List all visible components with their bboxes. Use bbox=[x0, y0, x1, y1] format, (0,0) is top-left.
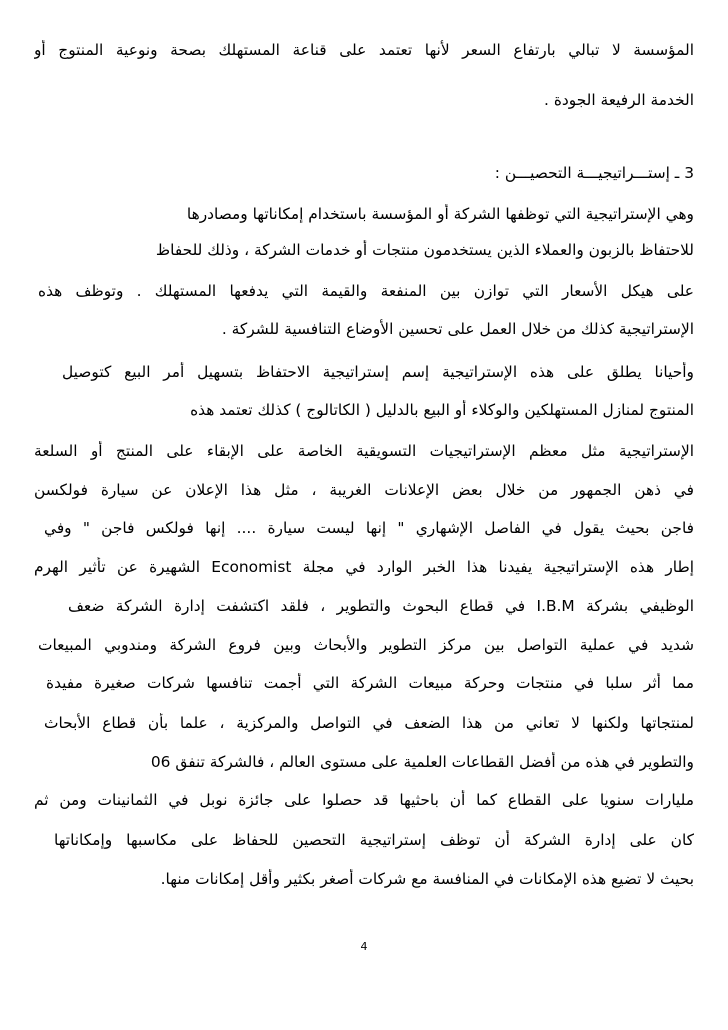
body-line-2: للاحتفاظ بالزبون والعملاء الذين يستخدمون منتجات أو خدمات الشركة ، وذلك للحفاظ bbox=[155, 241, 694, 259]
body-line-8: في ذهن الجمهور من خلال بعض الإعلانات الغريبة ، مثل هذا الإعلان عن سيارة فولكسن bbox=[34, 481, 694, 499]
body-line-7: الإستراتيجية مثل معظم الإستراتيجيات التسويقية الخاصة على الإبقاء على المنتج أو السلعة bbox=[34, 442, 694, 460]
body-line-1: وهي الإستراتيجية التي توظفها الشركة أو المؤسسة باستخدام إمكاناتها ومصادرها bbox=[186, 205, 694, 223]
body-line-13: مما أثر سلبا في منتجات وحركة مبيعات الشركة التي أجمت تنافسها شركات صغيرة مفيدة bbox=[46, 674, 694, 692]
body-line-5: وأحيانا يطلق على هذه الإستراتيجية إسم إستراتيجية الاحتفاظ بتسهيل أمر البيع كتوصيل bbox=[62, 363, 694, 381]
body-line-3: على هيكل الأسعار التي توازن بين المنفعة والقيمة التي يدفعها المستهلك . وتوظف هذه bbox=[38, 282, 694, 300]
body-line-4: الإستراتيجية كذلك من خلال العمل على تحسين الأوضاع التنافسية للشركة . bbox=[221, 320, 694, 338]
body-line-16: مليارات سنويا على القطاع كما أن باحثيها قد حصلوا على جائزة نوبل في الثمانينات ومن ثم bbox=[34, 791, 694, 809]
body-line-6: المنتوج لمنازل المستهلكين والوكلاء أو البيع بالدليل ( الكاتالوج ) كذلك تعتمد هذه bbox=[190, 401, 694, 419]
page-number: 4 bbox=[360, 940, 368, 953]
body-line-10: إطار هذه الإستراتيجية يفيدنا هذا الخبر الوارد في مجلة Economist الشهيرة عن تأثير الهرم bbox=[34, 558, 694, 576]
intro-line-2: الخدمة الرفيعة الجودة . bbox=[544, 91, 694, 109]
intro-line-1: المؤسسة لا تبالي بارتفاع السعر لأنها تعتمد على قناعة المستهلك بصحة ونوعية المنتوج أو bbox=[34, 41, 694, 59]
body-line-15: والتطوير في هذه من أفضل القطاعات العلمية على مستوى العالم ، فالشركة تنفق 06 bbox=[150, 753, 694, 771]
body-line-17: كان على إدارة الشركة أن توظف إستراتيجية التحصين للحفاظ على مكاسبها وإمكاناتها bbox=[54, 831, 694, 849]
body-line-12: شديد في عملية التواصل بين مركز التطوير والأبحاث وبين فروع الشركة ومندوبي المبيعات bbox=[38, 636, 694, 654]
body-line-14: لمنتجاتها ولكنها لا تعاني من هذا الضعف في التواصل والمركزية ، علما بأن قطاع الأبحاث bbox=[44, 714, 694, 732]
section-heading: 3 ـ إستـــراتيجيـــة التحصيـــن : bbox=[494, 164, 694, 182]
body-line-18: بحيث لا تضيع هذه الإمكانات في المنافسة مع شركات أصغر بكثير وأقل إمكانات منها. bbox=[160, 870, 694, 888]
body-line-9: فاجن بحيث يقول في الفاصل الإشهاري " إنها ليست سيارة .... إنها فولكس فاجن " وفي bbox=[44, 519, 694, 537]
body-line-11: الوظيفي بشركة I.B.M في قطاع البحوث والتطوير ، فلقد اكتشفت إدارة الشركة ضعف bbox=[68, 597, 694, 615]
